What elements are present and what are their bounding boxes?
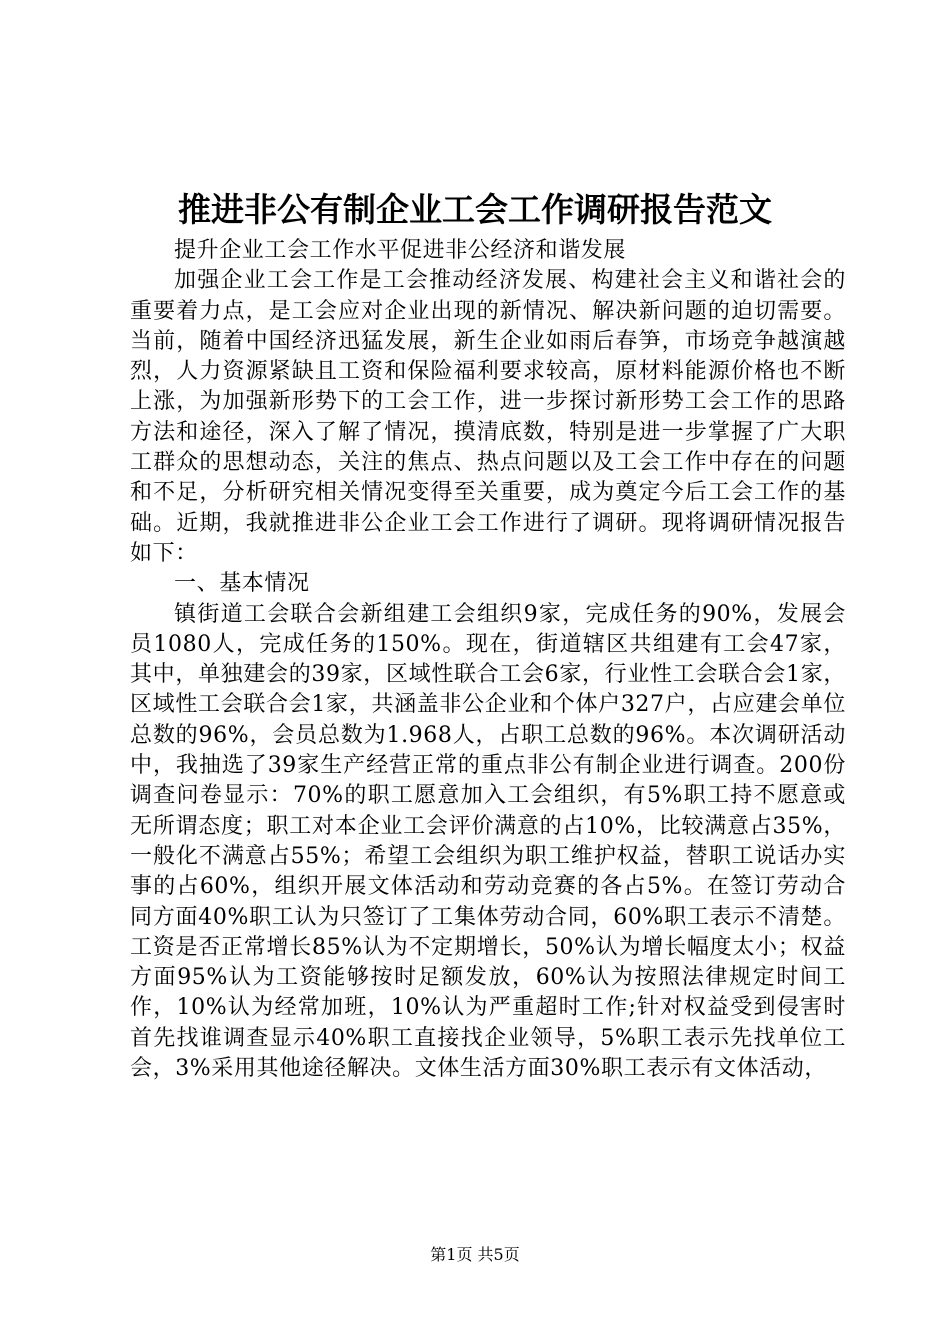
document-title: 推进非公有制企业工会工作调研报告范文 (178, 190, 772, 229)
intro-paragraph: 加强企业工会工作是工会推动经济发展、构建社会主义和谐社会的重要着力点，是工会应对企业出现的新情况、解决新问题的迫切需要。当前，随着中国经济迅猛发展，新生企业如雨后春笋，市场竞争越演越烈，人力资源紧缺且工资和保险福利要求较高，原材料能源价格也不断上涨，为加强新形势下的工会工作，进一步探讨新形势工会工作的思路方法和途径，深入了解了情况，摸清底数，特别是进一步掌握了广大职工群众的思想动态，关注的焦点、热点问题以及工会工作中存在的问题和不足，分析研究相关情况变得至关重要，成为奠定今后工会工作的基础。近期，我就推进非公企业工会工作进行了调研。现将调研情况报告如下： (130, 268, 846, 566)
document-body (130, 236, 846, 1084)
page-footer: 第1页 共5页 (430, 1245, 520, 1264)
section-heading: 一、基本情况 (174, 571, 310, 597)
basic-info-paragraph: 镇街道工会联合会新组建工会组织9家，完成任务的90%，发展会员1080人，完成任务的150%。现在，街道辖区共组建有工会47家，其中，单独建会的39家，区域性联合工会6家，行业性工会联合会1家，区域性工会联合会1家，共涵盖非公企业和个体户327户，占应建会单位总数的96%，会员总数为1.968人，占职工总数的96%。本次调研活动中，我抽选了39家生产经营正常的重点非公有制企业进行调查。200份调查问卷显示：70%的职工愿意加入工会组织，有5%职工持不愿意或无所谓态度；职工对本企业工会评价满意的占10%，比较满意占35%，一般化不满意占55%；希望工会组织为职工维护权益，替职工说话办实事的占60%，组织开展文体活动和劳动竞赛的各占5%。在签订劳动合同方面40%职工认为只签订了工集体劳动合同，60%职工表示不清楚。工资是否正常增长85%认为不定期增长，50%认为增长幅度太小；权益方面95%认为工资能够按时足额发放，60%认为按照法律规定时间工作，10%认为经常加班，10%认为严重超时工作;针对权益受到侵害时首先找谁调查显示40%职工直接找企业领导，5%职工表示先找单位工会，3%采用其他途径解决。文体生活方面30%职工表示有文体活动， (130, 601, 846, 1082)
subtitle-paragraph: 提升企业工会工作水平促进非公经济和谐发展 (174, 238, 627, 263)
